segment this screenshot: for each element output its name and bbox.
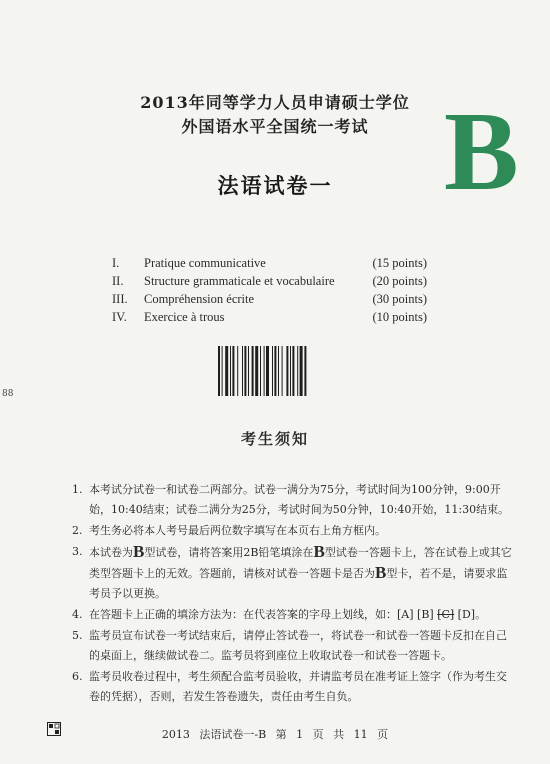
part-row: [112, 292, 427, 310]
barcode-bar: [232, 346, 234, 396]
notice-text: 监考员宣布试卷一考试结束后，请停止答试卷一，将试卷一和试卷一答题卡反扣在自己的桌面上，继续做试卷二。监考员将到座位上收取试卷一和试卷一答题卡。: [89, 629, 507, 662]
barcode-bar: [260, 346, 261, 396]
barcode-bar: [266, 346, 269, 396]
notice-text: 型卡，若不是，请要求监考员予以更换。: [89, 567, 508, 600]
barcode-bar: [222, 346, 223, 396]
notice-number: 1.: [72, 483, 83, 496]
notice-item: [72, 667, 512, 707]
barcode-bar: [292, 346, 294, 396]
barcode-bar: [225, 346, 228, 396]
notice-text: 型试卷，请将答案用2B铅笔填涂在: [144, 546, 314, 559]
edge-mark: 88: [2, 389, 14, 399]
part-points: (10 points): [372, 310, 427, 324]
barcode-bar: [300, 346, 303, 396]
part-name: Compréhension écrite: [144, 292, 255, 306]
barcode-bar: [244, 346, 246, 396]
notice-number: 6.: [72, 670, 83, 683]
barcode-bar: [255, 346, 258, 396]
parts-list: [112, 256, 427, 328]
exam-title-line-2: 外国语水平全国统一考试: [181, 117, 369, 136]
notice-text: [D]。: [454, 608, 487, 621]
part-name: Pratique communicative: [144, 256, 266, 270]
exam-title-line-1: 2013年同等学力人员申请硕士学位: [140, 93, 410, 112]
notice-text: 监考员收卷过程中，考生须配合监考员验收，并请监考员在准考证上签字（作为考生交卷的凭据），否则，若发生答卷遗失，责任由考生自负。: [89, 670, 507, 703]
barcode-bar: [304, 346, 306, 396]
part-number: IV.: [112, 310, 127, 324]
barcode-bar: [230, 346, 231, 396]
notice-item: [72, 480, 512, 520]
notice-item: [72, 542, 512, 604]
barcode-bar: [248, 346, 249, 396]
part-name: Structure grammaticale et vocabulaire: [144, 274, 335, 288]
part-number: II.: [112, 274, 124, 288]
notice-number: 4.: [72, 608, 83, 621]
part-name: Exercice à trous: [144, 310, 225, 324]
notice-number: 2.: [72, 524, 83, 537]
notice-list: [72, 480, 512, 708]
paper-version-letter: B: [444, 90, 519, 214]
barcode: [218, 346, 330, 396]
notice-text: 考生务必将本人考号最后两位数字填写在本页右上角方框内。: [89, 524, 386, 537]
barcode-bar: [297, 346, 298, 396]
part-points: (15 points): [372, 256, 427, 270]
paper-title: 法语试卷一: [217, 173, 333, 198]
struck-option: [C]: [437, 608, 455, 621]
notice-number: 3.: [72, 545, 83, 558]
version-b-mark: B: [133, 542, 145, 561]
barcode-bar: [278, 346, 279, 396]
part-points: (30 points): [372, 292, 427, 306]
notice-item: [72, 626, 512, 666]
notice-number: 5.: [72, 629, 83, 642]
notice-text: 本考试分试卷一和试卷二两部分。试卷一满分为75分，考试时间为100分钟，9:00开始，10:40结束；试卷二满分为25分，考试时间为50分钟，10:40开始，11:30结束。: [89, 483, 510, 516]
notice-text: 型试卷一答题卡上，答在试卷上或其它类型答题卡上的无效。答题前，请核对试卷一答题卡是否为: [89, 546, 512, 580]
barcode-bar: [218, 346, 220, 396]
notice-text: 本试卷为: [89, 546, 133, 559]
notice-text: 在答题卡上正确的填涂方法为：在代表答案的字母上划线，如：[A] [B]: [89, 608, 438, 621]
part-row: [112, 274, 427, 292]
part-number: III.: [112, 292, 128, 306]
barcode-bar: [282, 346, 283, 396]
notice-item: [72, 521, 512, 541]
part-number: I.: [112, 256, 120, 270]
barcode-bar: [264, 346, 265, 396]
notice-item: [72, 605, 512, 625]
barcode-bar: [237, 346, 238, 396]
barcode-bar: [242, 346, 243, 396]
version-b-mark: B: [375, 563, 387, 582]
barcode-bar: [272, 346, 273, 396]
barcode-bar: [274, 346, 276, 396]
part-row: [112, 310, 427, 328]
page-footer: 2013 法语试卷一-B 第 1 页 共 11 页: [161, 728, 389, 741]
barcode-bar: [252, 346, 254, 396]
notice-title: 考生须知: [240, 430, 309, 448]
barcode-bar: [290, 346, 291, 396]
barcode-bar: [286, 346, 288, 396]
version-b-mark: B: [313, 542, 325, 561]
part-points: (20 points): [372, 274, 427, 288]
part-row: [112, 256, 427, 274]
